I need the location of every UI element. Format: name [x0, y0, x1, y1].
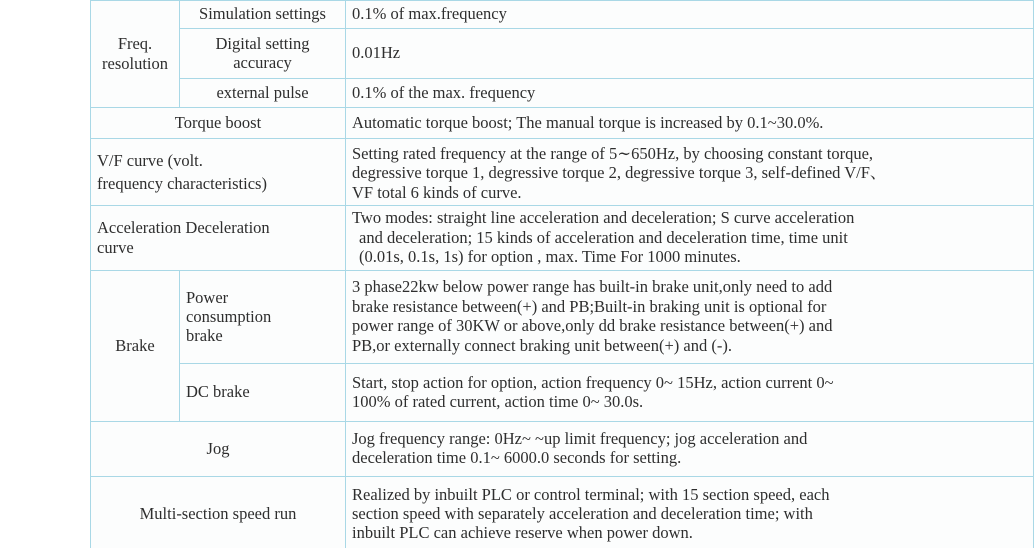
- value-line-2: section speed with separately acceleration and deceleration time; with: [352, 503, 813, 523]
- group-label-line-1: V/F curve (volt.: [97, 150, 203, 170]
- sub-label-line-2: consumption: [186, 306, 272, 326]
- value-jog: [346, 421, 1034, 476]
- value-line-1: Two modes: straight line acceleration and deceleration; S curve acceleration: [352, 208, 855, 228]
- table-row: [91, 108, 1034, 139]
- sub-label-line-2: accuracy: [233, 53, 292, 72]
- group-label-line-1: Acceleration Deceleration: [97, 218, 270, 238]
- table-row: [91, 79, 1034, 108]
- sub-label-digital-setting-accuracy: [180, 29, 346, 79]
- sub-label-simulation-settings: Simulation settings: [180, 1, 346, 29]
- table-row: [91, 421, 1034, 476]
- value-simulation-settings: 0.1% of max.frequency: [346, 1, 1034, 29]
- sub-label-line-3: brake: [186, 325, 223, 345]
- value-external-pulse: 0.1% of the max. frequency: [346, 79, 1034, 108]
- value-line-4: PB,or externally connect braking unit between(+) and (-).: [352, 335, 732, 355]
- group-label-line-2: curve: [97, 237, 134, 257]
- value-line-2: 100% of rated current, action time 0~ 30.0s.: [352, 391, 644, 411]
- value-line-3: power range of 30KW or above,only dd brake resistance between(+) and: [352, 316, 833, 336]
- sub-label-line-1: Digital setting: [215, 33, 310, 53]
- value-dc-brake: [346, 363, 1034, 421]
- value-line-2: and deceleration; 15 kinds of acceleration and deceleration time, time unit: [359, 227, 848, 247]
- table-row: [91, 206, 1034, 270]
- value-power-consumption-brake: [346, 270, 1034, 363]
- value-digital-setting-accuracy: 0.01Hz: [346, 29, 1034, 79]
- value-vf-curve: [346, 139, 1034, 206]
- value-line-1: Start, stop action for option, action frequency 0~ 15Hz, action current 0~: [352, 372, 834, 392]
- value-acceleration-deceleration-curve: [346, 206, 1034, 270]
- sub-label-power-consumption-brake: [180, 270, 346, 363]
- table-row: [91, 1, 1034, 29]
- value-multi-section-speed-run: [346, 476, 1034, 548]
- group-label-vf-curve: [91, 139, 346, 206]
- value-line-1: Setting rated frequency at the range of 5∼650Hz, by choosing constant torque,: [352, 144, 874, 163]
- table-row: [91, 139, 1034, 206]
- value-line-2: degressive torque 1, degressive torque 2, degressive torque 3, self-defined V/F、: [352, 163, 887, 183]
- table-row: [91, 29, 1034, 79]
- sub-label-external-pulse: external pulse: [180, 79, 346, 108]
- group-label-brake: Brake: [91, 270, 180, 421]
- table-row: [91, 363, 1034, 421]
- table-container: [90, 0, 1034, 548]
- specification-table: [90, 0, 1034, 548]
- table-row: [91, 270, 1034, 363]
- value-line-3: (0.01s, 0.1s, 1s) for option , max. Time For 1000 minutes.: [359, 247, 741, 267]
- group-label-torque-boost: Torque boost: [91, 108, 346, 139]
- group-label-acceleration-deceleration-curve: [91, 206, 346, 270]
- group-label-jog: Jog: [91, 421, 346, 476]
- value-line-1: Jog frequency range: 0Hz~ ~up limit frequency; jog acceleration and: [352, 429, 808, 449]
- value-line-3: inbuilt PLC can achieve reserve when power down.: [352, 522, 693, 542]
- value-line-1: 3 phase22kw below power range has built-in brake unit,only need to add: [352, 277, 833, 297]
- group-label-line-2: frequency characteristics): [97, 173, 267, 193]
- value-line-2: deceleration time 0.1~ 6000.0 seconds for setting.: [352, 448, 682, 468]
- table-row: [91, 476, 1034, 548]
- value-line-3: VF total 6 kinds of curve.: [352, 182, 522, 202]
- value-line-1: Realized by inbuilt PLC or control terminal; with 15 section speed, each: [352, 484, 830, 504]
- group-label-multi-section-speed-run: Multi-section speed run: [91, 476, 346, 548]
- sub-label-line-1: Power: [186, 287, 229, 307]
- sub-label-dc-brake: DC brake: [180, 363, 346, 421]
- value-torque-boost: Automatic torque boost; The manual torque is increased by 0.1~30.0%.: [346, 108, 1034, 139]
- value-line-2: brake resistance between(+) and PB;Built-in braking unit is optional for: [352, 296, 827, 316]
- group-label-freq-resolution: Freq. resolution: [91, 1, 180, 108]
